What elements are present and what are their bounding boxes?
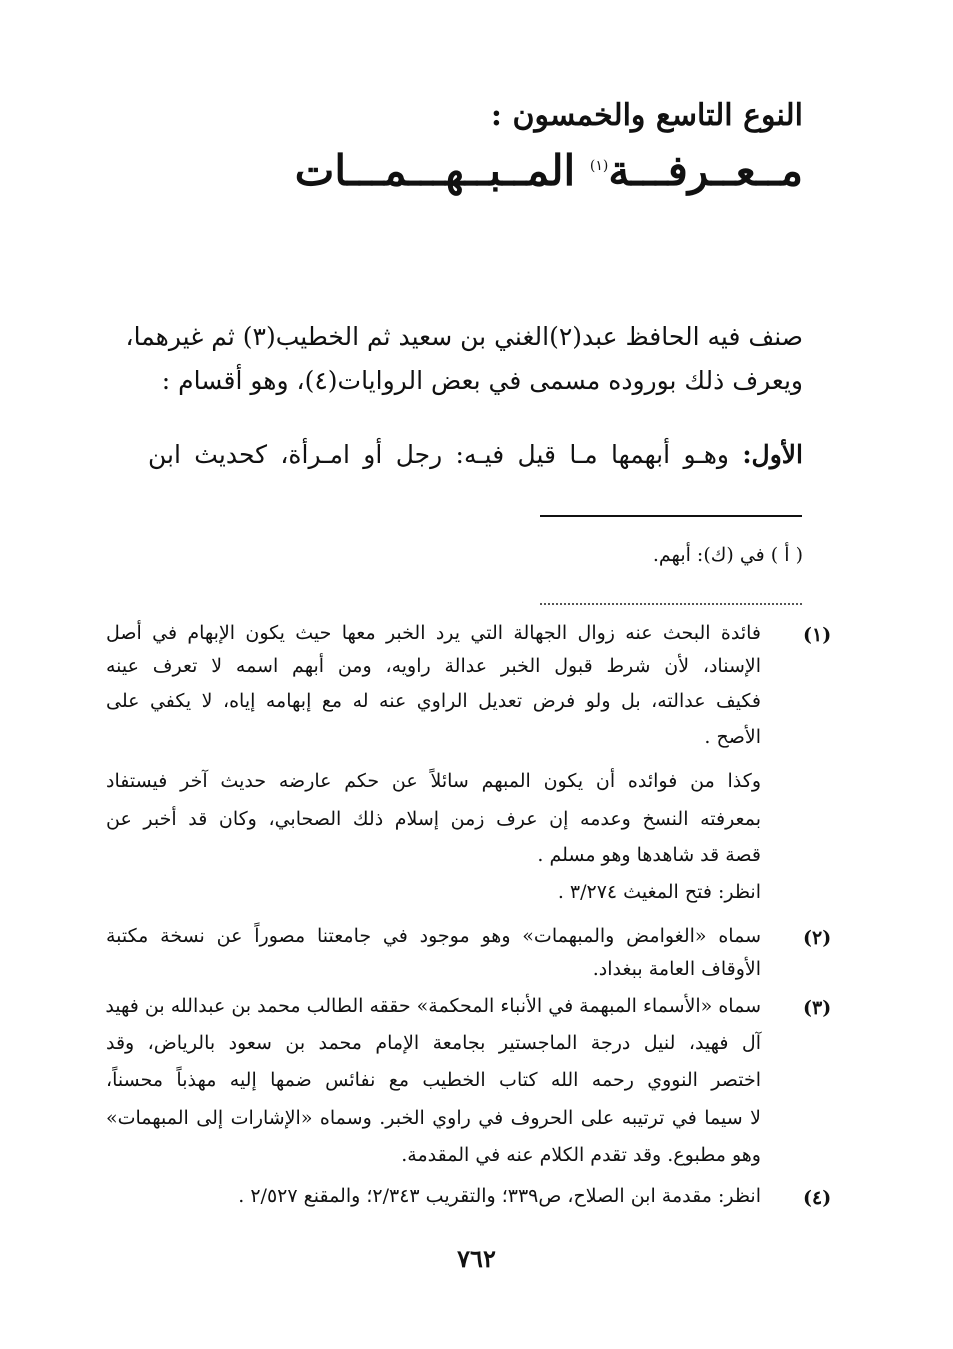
footnote-line: الأوقاف العامة ببغداد. xyxy=(592,958,761,980)
footnote-number: (٤) xyxy=(803,1187,832,1209)
body-line-1: صنف فيه الحافظ عبد(٢)الغني بن سعيد ثم الخطيب(٣) ثم غيرهما، xyxy=(125,322,803,351)
dotted-separator xyxy=(540,603,802,605)
footnote-line: الأصح . xyxy=(704,726,761,748)
footnote-line: انظر: مقدمة ابن الصلاح، ص٣٣٩؛ والتقريب ٢/٣٤٣؛ والمقنع ٢/٥٢٧ . xyxy=(238,1185,761,1207)
footnote-line: سماه «الغوامض والمبهمات» وهو موجود في جامعتنا مصوراً عن نسخة مكتبة xyxy=(106,925,761,947)
body-line-2: ويعرف ذلك بوروده مسمى في بعض الروايات(٤)، وهو أقسام : xyxy=(161,366,803,395)
footnote-line: فائدة البحث عنه زوال الجهالة التي يرد الخبر معها حيث يكون الإبهام في أصل xyxy=(106,622,761,644)
variant-note: ( أ ) في (ك): أبهم. xyxy=(652,544,803,566)
page-number: ٧٦٢ xyxy=(457,1244,496,1273)
section-title-word: مــعــرفـــة xyxy=(608,146,803,195)
section-title-footnote-ref: (١) xyxy=(589,158,609,174)
footnote-line: وكذا من فوائده أن يكون المبهم سائلاً عن حكم عارضه حديث آخر فيستفاد xyxy=(106,770,761,792)
footnote-line: اختصر النووي رحمه الله كتاب الخطيب مع نفائس ضمها إليه مهذباً محسناً، xyxy=(106,1069,761,1091)
footnote-line: وهو مطبوع. وقد تقدم الكلام عنه في المقدمة. xyxy=(401,1144,761,1166)
footnote-line: فكيف عدالته، بل ولو فرض تعديل الراوي عنه له مع إبهامه إياه، لا يكفي على xyxy=(106,690,761,712)
first-type-text: وهـو أبهمها مـا قيل فيـه: رجل أو امـرأة، كحديث ابن xyxy=(148,440,729,469)
footnote-line: بمعرفته النسخ وعدمه إن عرف زمن إسلام ذلك الصحابي، وكان قد أخبر عن xyxy=(106,808,761,830)
footnote-number: (١) xyxy=(803,624,832,646)
footnote-line: الإسناد، لأن شرط قبول الخبر عدالة راويه، ومن أبهم اسمه لا تعرف عينه xyxy=(106,655,761,677)
chapter-title: النوع التاسع والخمسون : xyxy=(490,98,803,133)
footnote-line: سماه «الأسماء المبهمة في الأنباء المحكمة» حققه الطالب محمد بن عبدالله بن فهيد xyxy=(105,995,761,1017)
footnote-separator-line xyxy=(540,515,802,517)
first-type-label: الأول: xyxy=(742,440,803,469)
footnote-line: قصة قد شاهدها وهو مسلم . xyxy=(537,844,761,866)
footnote-line: آل فهيد، لنيل درجة الماجستير بجامعة الإمام محمد بن سعود بالرياض، وقد xyxy=(106,1032,761,1054)
footnote-number: (٣) xyxy=(803,997,832,1019)
first-type-line xyxy=(148,440,803,469)
section-title xyxy=(294,146,803,195)
footnote-line: لا سيما في ترتيبه على الحروف في راوي الخبر. وسماه «الإشارات إلى المبهمات» xyxy=(106,1107,761,1129)
footnote-line: انظر: فتح المغيث ٣/٢٧٤ . xyxy=(557,881,761,903)
footnote-number: (٢) xyxy=(803,927,832,949)
section-title-rest: المــبــهـــمـــات xyxy=(294,146,576,195)
